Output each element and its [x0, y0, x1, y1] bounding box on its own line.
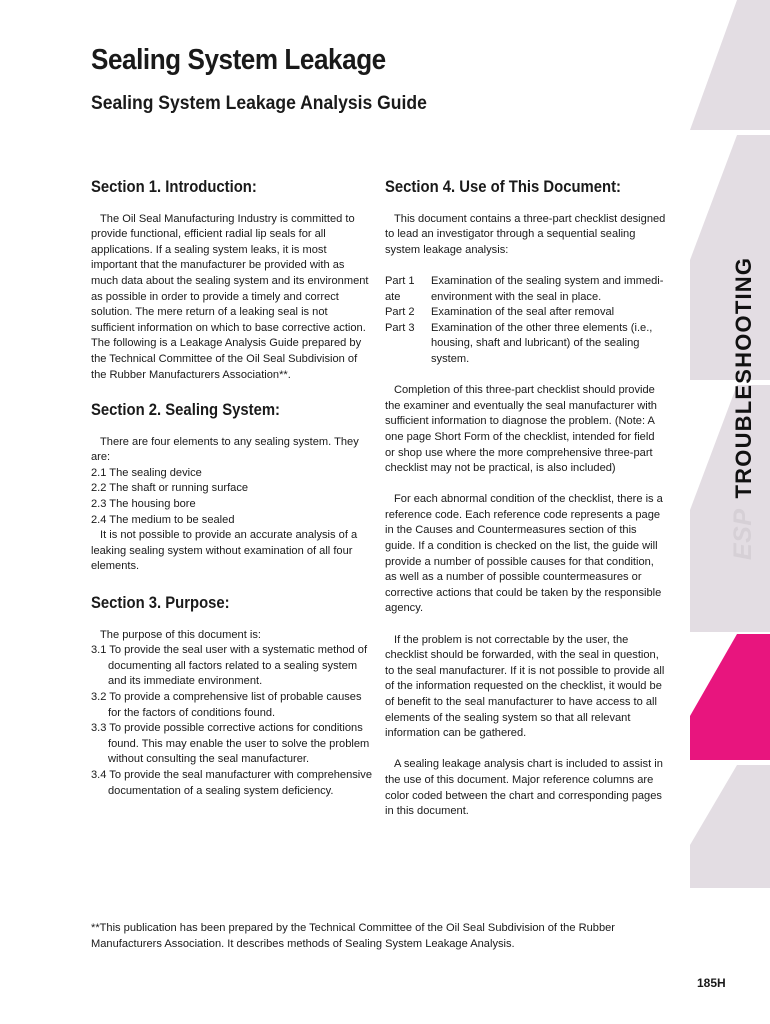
list-item: 3.2 To provide a comprehensive list of probable causes for the factors of conditions found. [91, 690, 362, 719]
section-2 [91, 403, 373, 575]
page-number: 185H [697, 976, 726, 990]
list-item: 2.1 The sealing device [91, 466, 202, 479]
list-item: 2.3 The housing bore [91, 497, 196, 510]
list-item: 2.4 The medium to be sealed [91, 513, 235, 526]
part-row [385, 305, 667, 321]
part-text: Examination of the sealing system and immedi- [431, 274, 664, 287]
section-4-paragraph: Completion of this three-part checklist should provide the examiner and eventually the seal manufacturer with sufficient information to diagnose the problem. (Note: A one page Short Form of the checklist, intended for field or shop use where the more comprehensive three-part checklist may not be practical, is also included) [385, 384, 657, 475]
part-label: ate [385, 290, 401, 303]
section-2-closing: It is not possible to provide an accurate analysis of a leaking sealing system without examination of all four elements. [91, 529, 358, 573]
section-3-heading: Section 3. Purpose: [91, 594, 230, 612]
esp-logo: ESP [729, 508, 757, 560]
part-label: Part 2 [385, 306, 415, 319]
list-item: 2.2 The shaft or running surface [91, 482, 249, 495]
part-text: Examination of the seal after removal [431, 306, 615, 319]
section-1 [91, 180, 373, 383]
footnote: **This publication has been prepared by the Technical Committee of the Oil Seal Subdivision of the Rubber Manufacturers Association. It describes methods of Sealing System Leakage Analysis. [91, 922, 615, 950]
side-label [729, 257, 758, 560]
section-3 [91, 596, 373, 799]
section-4-intro: This document contains a three-part checklist designed to lead an investigator through a sequential sealing system leakage analysis: [385, 212, 666, 256]
list-item: 3.1 To provide the seal user with a systematic method of documenting all factors related to a sealing system and its immediate environment. [91, 644, 368, 688]
troubleshooting-label: TROUBLESHOOTING [730, 256, 756, 499]
part-label: Part 1 [385, 274, 415, 287]
part-label: Part 3 [385, 321, 415, 334]
list-item: 3.3 To provide possible corrective actions for conditions found. This may enable the user to solve the problem without consulting the seal manufacturer. [91, 722, 370, 766]
pink-tab [690, 634, 770, 760]
section-4-paragraph: If the problem is not correctable by the user, the checklist should be forwarded, with the seal in question, to the seal manufacturer. If it is not possible to provide all of the information requested on the checklist, it would be of benefit to the seal manufacturer to have access to all elements of the sealing system so that all relevant information can be gathered. [385, 633, 665, 740]
section-1-heading: Section 1. Introduction: [91, 178, 257, 196]
page-title: Sealing System Leakage [91, 44, 386, 76]
part-row [385, 290, 667, 306]
section-4-heading: Section 4. Use of This Document: [385, 178, 621, 196]
part-text: Examination of the other three elements (i.e., housing, shaft and lubricant) of the sealing system. [431, 321, 653, 365]
list-item: 3.4 To provide the seal manufacturer with comprehensive documentation of a sealing system deficiency. [91, 768, 372, 797]
page-subtitle: Sealing System Leakage Analysis Guide [91, 92, 427, 114]
section-1-body: The Oil Seal Manufacturing Industry is committed to provide functional, efficient radial lip seals for all applications. If a sealing system leaks, it is most important that the manufacturer be provided with as much data about the sealing system and its environment as possible in order to provide a timely and correct solution. The mere return of a leaking seal is not sufficient information on which to base corrective action. The following is a Leakage Analysis Guide prepared by the Technical Committee of the Oil Seal Subdivision of the Rubber Manufacturers Association**. [91, 212, 369, 381]
section-4 [385, 180, 667, 820]
section-2-intro: There are four elements to any sealing system. They are: [91, 435, 359, 464]
gray-tab-1 [690, 0, 770, 130]
section-2-heading: Section 2. Sealing System: [91, 401, 280, 419]
section-4-paragraph: A sealing leakage analysis chart is included to assist in the use of this document. Major reference columns are color coded between the chart and corresponding pages in this document. [385, 758, 663, 818]
gray-tab-4 [690, 765, 770, 888]
parts-list [385, 274, 667, 368]
section-4-paragraph: For each abnormal condition of the checklist, there is a reference code. Each reference code represents a page in the Causes and Countermeasures section of this guide. If a condition is checked on the list, the guide will provide a number of possible causes for that condition, as well as a number of possible countermeasures or corrective actions that could be taken by the responsible agency. [385, 493, 663, 615]
part-text: environment with the seal in place. [431, 290, 602, 303]
part-row [385, 321, 667, 368]
section-3-intro: The purpose of this document is: [100, 628, 261, 641]
part-row [385, 274, 667, 290]
